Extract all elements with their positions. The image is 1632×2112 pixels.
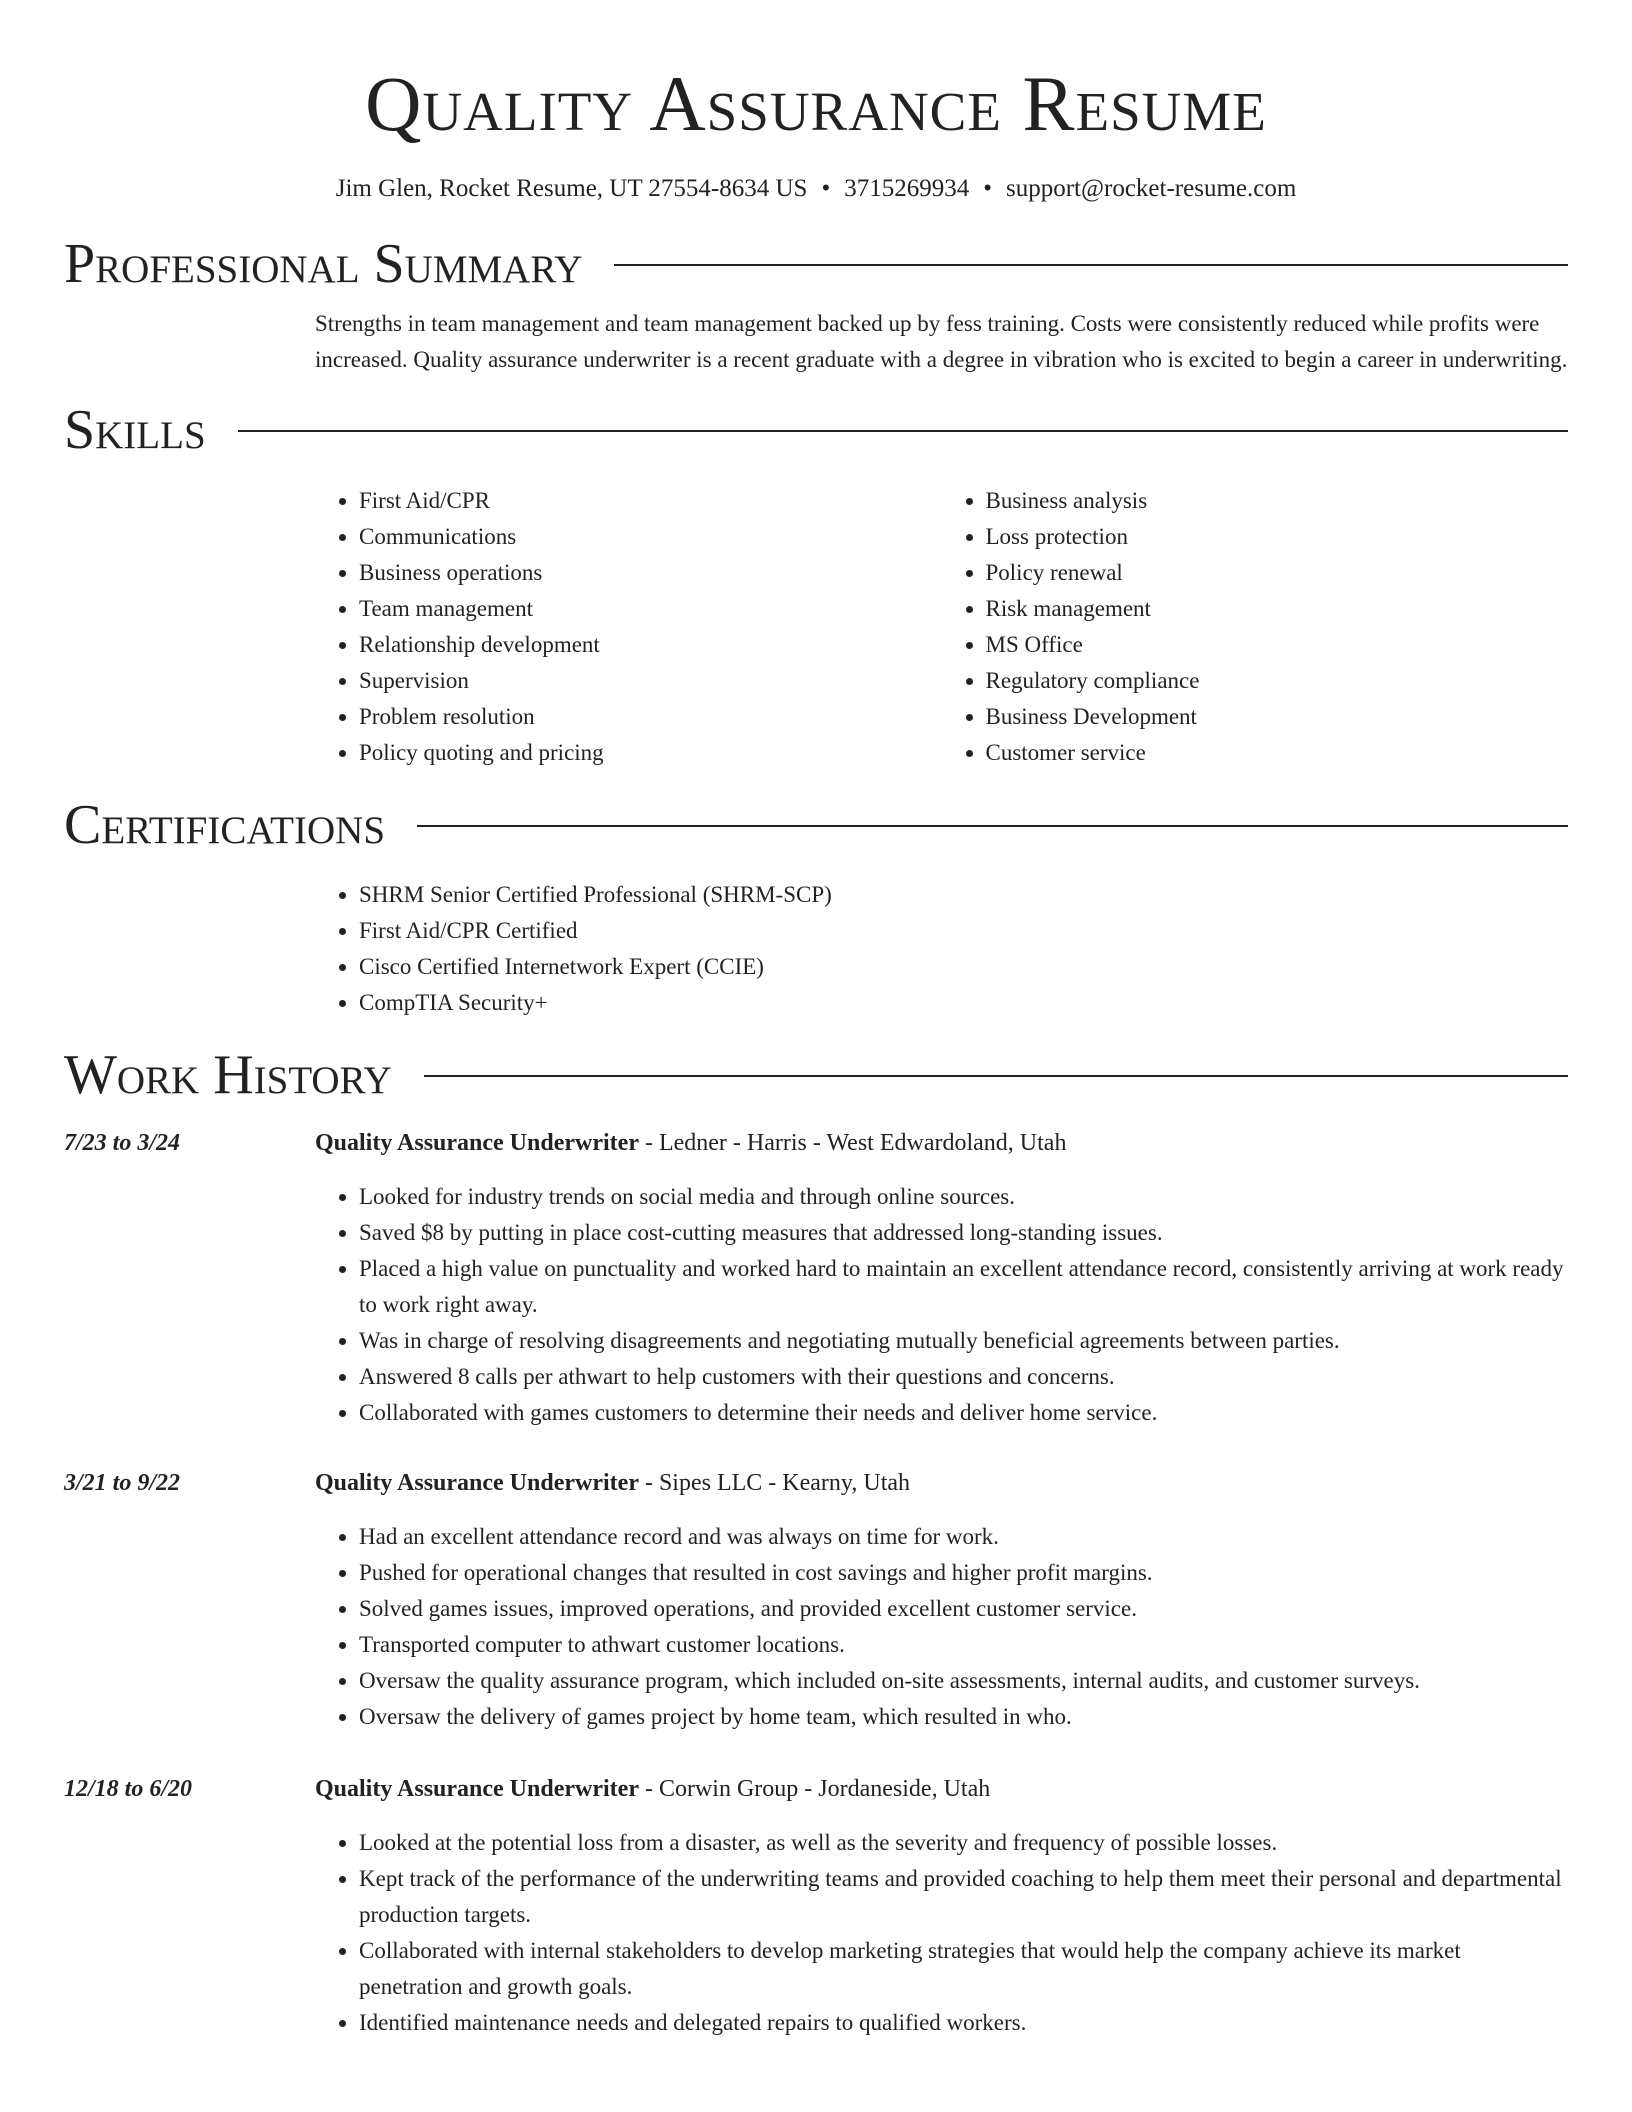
skills-heading	[64, 400, 1568, 460]
job-dates: 3/21 to 9/22	[64, 1470, 181, 1496]
contact-separator: •	[983, 175, 992, 202]
certifications-section	[64, 795, 1568, 1021]
section-divider	[424, 1075, 1568, 1077]
job-heading	[315, 1465, 1568, 1501]
skill-item: • Supervision	[359, 663, 942, 699]
job-heading	[315, 1771, 1568, 1807]
work-history-heading	[64, 1045, 1568, 1105]
job-dates: 7/23 to 3/24	[64, 1130, 181, 1156]
resume-page	[64, 0, 1568, 2041]
job-bullet: • Had an excellent attendance record and was always on time for work.	[359, 1519, 1568, 1555]
job-bullet: • Identified maintenance needs and delegated repairs to qualified workers.	[359, 2005, 1568, 2041]
job-bullet: • Transported computer to athwart customer locations.	[359, 1627, 1568, 1663]
skill-item: • Risk management	[986, 591, 1569, 627]
job-bullets	[315, 1825, 1568, 2041]
job-bullets	[315, 1179, 1568, 1431]
job-entry	[64, 1465, 1568, 1735]
skills-section	[64, 400, 1568, 771]
job-employer: - Ledner - Harris - West Edwardoland, Utah	[638, 1130, 1067, 1156]
summary-section	[64, 234, 1568, 378]
job-entry	[64, 1771, 1568, 2041]
skill-item: • Team management	[359, 591, 942, 627]
section-title: Skills	[64, 399, 206, 461]
job-employer: - Corwin Group - Jordaneside, Utah	[638, 1776, 991, 1802]
skills-list-left	[315, 483, 942, 771]
job-bullet: • Saved $8 by putting in place cost-cutting measures that addressed long-standing issues.	[359, 1215, 1568, 1251]
skill-item: • Problem resolution	[359, 699, 942, 735]
section-title: Work History	[64, 1044, 392, 1106]
job-role: Quality Assurance Underwriter	[315, 1130, 639, 1156]
skill-item: • Customer service	[986, 735, 1569, 771]
skill-item: • First Aid/CPR	[359, 483, 942, 519]
summary-text: Strengths in team management and team management backed up by fess training. Costs were consistently reduced while profits were increased. Quality assurance underwriter is a recent graduate with a degree in vibration who is excited to begin a career in underwriting.	[315, 311, 1568, 372]
section-title: Certifications	[64, 794, 386, 856]
resume-title: Quality Assurance Resume	[365, 60, 1267, 147]
contact-separator: •	[821, 175, 831, 202]
skill-item: • MS Office	[986, 627, 1569, 663]
job-bullet: • Solved games issues, improved operations, and provided excellent customer service.	[359, 1591, 1568, 1627]
skill-item: • Loss protection	[986, 519, 1569, 555]
job-bullet: • Looked at the potential loss from a disaster, as well as the severity and frequency of possible losses.	[359, 1825, 1568, 1861]
certifications-list	[315, 877, 1568, 1021]
job-entry	[64, 1125, 1568, 1431]
job-employer: - Sipes LLC - Kearny, Utah	[638, 1470, 911, 1496]
job-bullets	[315, 1519, 1568, 1735]
contact-address: Jim Glen, Rocket Resume, UT 27554-8634 US	[335, 175, 808, 202]
job-role: Quality Assurance Underwriter	[315, 1776, 639, 1802]
skill-item: • Relationship development	[359, 627, 942, 663]
job-bullet: • Looked for industry trends on social media and through online sources.	[359, 1179, 1568, 1215]
section-title: Professional Summary	[64, 233, 583, 295]
job-dates: 12/18 to 6/20	[64, 1776, 193, 1802]
skill-item: • Business analysis	[986, 483, 1569, 519]
certification-item: • SHRM Senior Certified Professional (SHRM-SCP)	[359, 877, 1568, 913]
work-history-section	[64, 1045, 1568, 2041]
summary-heading	[64, 234, 1568, 294]
contact-line	[64, 174, 1568, 204]
skill-item: • Business operations	[359, 555, 942, 591]
contact-phone: 3715269934	[844, 175, 970, 202]
section-divider	[614, 264, 1568, 266]
contact-email: support@rocket-resume.com	[1005, 175, 1297, 202]
skills-columns	[315, 483, 1568, 771]
skill-item: • Business Development	[986, 699, 1569, 735]
certification-item: • Cisco Certified Internetwork Expert (CCIE)	[359, 949, 1568, 985]
certification-item: • CompTIA Security+	[359, 985, 1568, 1021]
job-bullet: • Placed a high value on punctuality and worked hard to maintain an excellent attendance record, consistently arriving at work ready to work right away.	[359, 1251, 1568, 1323]
skill-item: • Regulatory compliance	[986, 663, 1569, 699]
certifications-heading	[64, 795, 1568, 855]
job-bullet: • Oversaw the delivery of games project by home team, which resulted in who.	[359, 1699, 1568, 1735]
job-bullet: • Oversaw the quality assurance program, which included on-site assessments, internal audits, and customer surveys.	[359, 1663, 1568, 1699]
section-divider	[238, 430, 1568, 432]
skills-list-right	[942, 483, 1569, 771]
job-bullet: • Collaborated with internal stakeholders to develop marketing strategies that would help the company achieve its market penetration and growth goals.	[359, 1933, 1568, 2005]
job-bullet: • Was in charge of resolving disagreements and negotiating mutually beneficial agreements between parties.	[359, 1323, 1568, 1359]
job-bullet: • Pushed for operational changes that resulted in cost savings and higher profit margins.	[359, 1555, 1568, 1591]
job-bullet: • Collaborated with games customers to determine their needs and deliver home service.	[359, 1395, 1568, 1431]
skill-item: • Communications	[359, 519, 942, 555]
job-heading	[315, 1125, 1568, 1161]
job-role: Quality Assurance Underwriter	[315, 1470, 639, 1496]
section-divider	[417, 825, 1568, 827]
skill-item: • Policy renewal	[986, 555, 1569, 591]
job-bullet: • Kept track of the performance of the underwriting teams and provided coaching to help them meet their personal and departmental production targets.	[359, 1861, 1568, 1933]
job-bullet: • Answered 8 calls per athwart to help customers with their questions and concerns.	[359, 1359, 1568, 1395]
certification-item: • First Aid/CPR Certified	[359, 913, 1568, 949]
skill-item: • Policy quoting and pricing	[359, 735, 942, 771]
